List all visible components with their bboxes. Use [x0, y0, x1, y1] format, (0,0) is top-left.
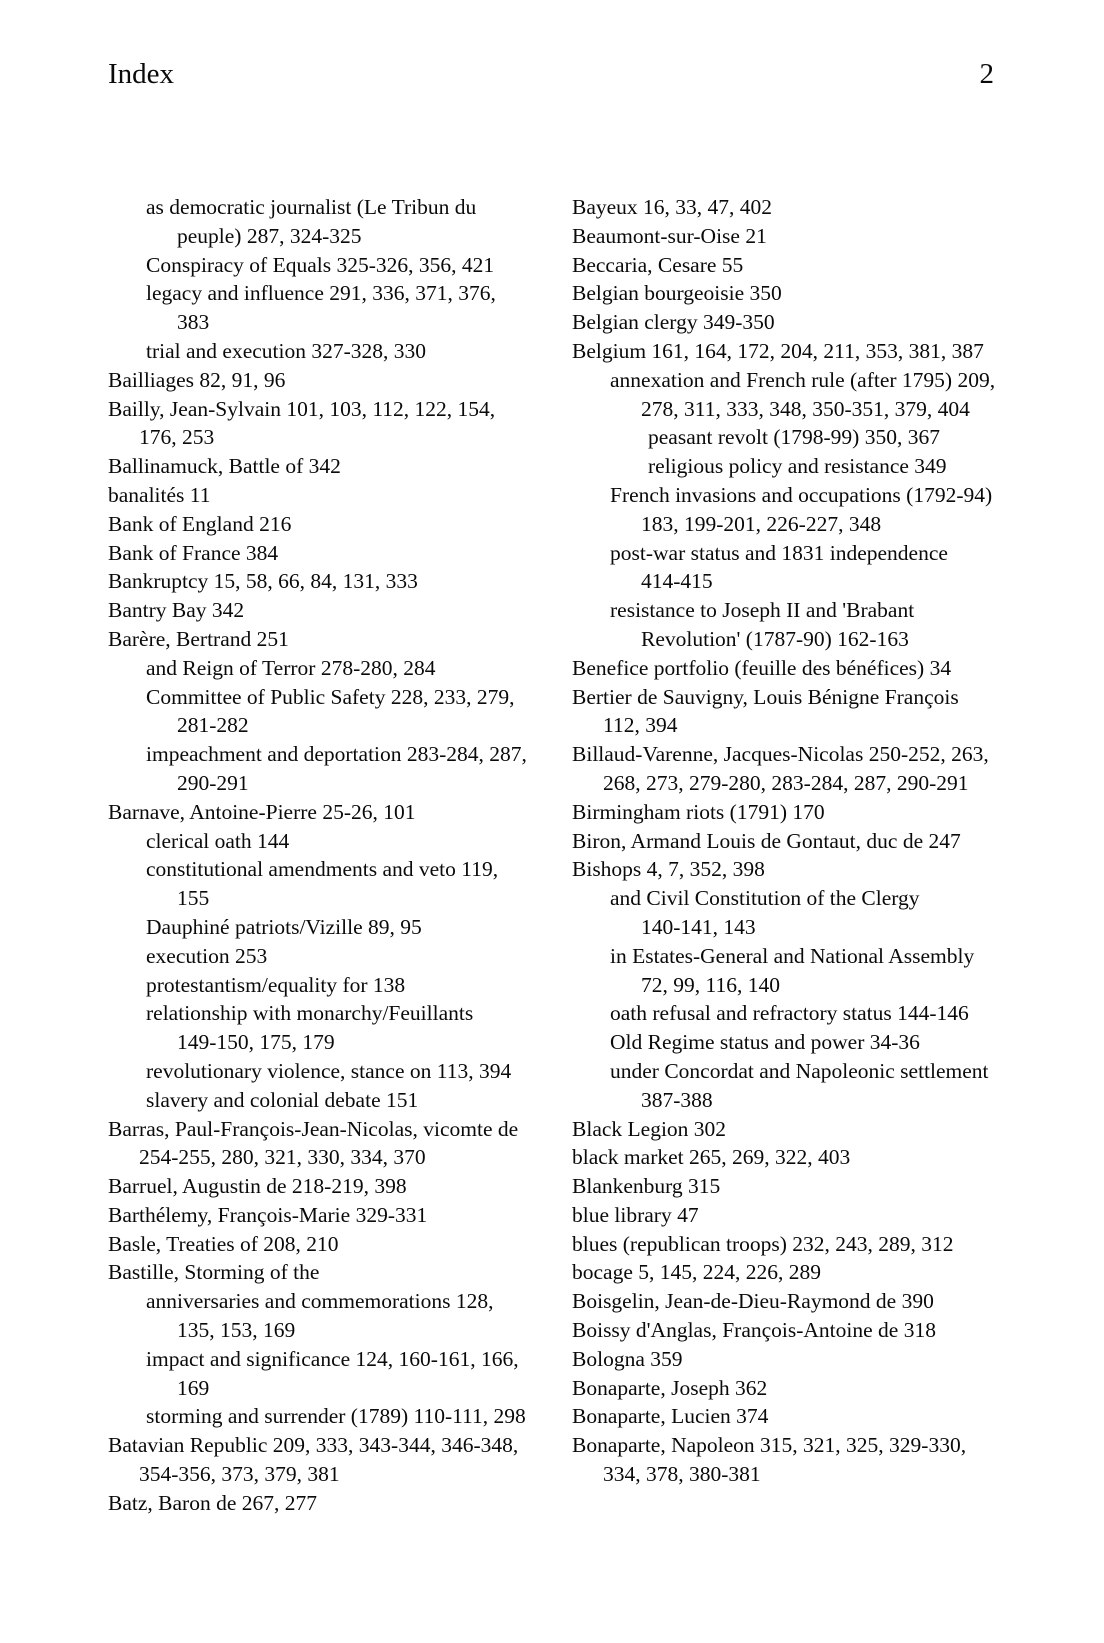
index-entry-line: Bankruptcy 15, 58, 66, 84, 131, 333 — [108, 569, 418, 594]
index-entry — [572, 1230, 1004, 1259]
index-entry — [610, 1028, 1004, 1057]
index-entry-line: Batavian Republic 209, 333, 343-344, 346-348, — [108, 1433, 519, 1458]
index-entry — [146, 279, 533, 337]
index-entry — [108, 1172, 533, 1201]
index-entry — [572, 1316, 1004, 1345]
index-entry-line-continuation: 414-415 — [641, 569, 713, 594]
index-entry — [108, 567, 533, 596]
index-entry — [572, 1287, 1004, 1316]
index-entry-line: constitutional amendments and veto 119, — [146, 857, 499, 882]
index-entry-line: Beaumont-sur-Oise 21 — [572, 223, 767, 248]
index-entry-line: under Concordat and Napoleonic settlement — [610, 1058, 989, 1083]
index-entry-line: anniversaries and commemorations 128, — [146, 1289, 494, 1314]
index-entry-line-continuation: 135, 153, 169 — [177, 1318, 296, 1343]
index-entry — [610, 596, 1004, 654]
index-entry — [610, 884, 1004, 942]
index-entry-line: Bank of England 216 — [108, 511, 292, 536]
index-entry-line-continuation: peuple) 287, 324-325 — [177, 223, 362, 248]
index-entry-line: trial and execution 327-328, 330 — [146, 338, 427, 363]
index-entry — [572, 798, 1004, 827]
index-entry — [610, 999, 1004, 1028]
index-entry-line-continuation: 254-255, 280, 321, 330, 334, 370 — [139, 1145, 426, 1170]
index-entry-line: Committee of Public Safety 228, 233, 279, — [146, 684, 515, 709]
index-entry — [108, 1201, 533, 1230]
index-entry — [572, 1258, 1004, 1287]
index-entry — [572, 1115, 1004, 1144]
index-entry — [108, 596, 533, 625]
index-entry-line-continuation: 140-141, 143 — [641, 914, 756, 939]
index-entry-line: and Reign of Terror 278-280, 284 — [146, 655, 436, 680]
index-entry — [572, 1143, 1004, 1172]
index-entry-line: banalités 11 — [108, 482, 211, 507]
index-entry — [108, 1431, 533, 1489]
index-entry — [146, 1345, 533, 1403]
index-entry — [146, 740, 533, 798]
index-entry — [572, 251, 1004, 280]
index-entry — [572, 1172, 1004, 1201]
index-entry-line-continuation: 268, 273, 279-280, 283-284, 287, 290-291 — [603, 770, 969, 795]
index-entry — [572, 1402, 1004, 1431]
index-entry-line: clerical oath 144 — [146, 828, 290, 853]
index-entry — [146, 827, 533, 856]
index-entry-line-continuation: 169 — [177, 1375, 210, 1400]
index-entry-line: blues (republican troops) 232, 243, 289, 312 — [572, 1231, 954, 1256]
index-entry-line: Bonaparte, Napoleon 315, 321, 325, 329-330, — [572, 1433, 967, 1458]
index-entry-line: revolutionary violence, stance on 113, 394 — [146, 1058, 512, 1083]
page-number: 2 — [979, 58, 994, 90]
index-entry — [108, 481, 533, 510]
index-entry-line: Biron, Armand Louis de Gontaut, duc de 247 — [572, 828, 961, 853]
index-entry-line: blue library 47 — [572, 1202, 699, 1227]
index-entry-line: bocage 5, 145, 224, 226, 289 — [572, 1260, 822, 1285]
index-entry — [146, 913, 533, 942]
index-entry — [572, 222, 1004, 251]
index-entry-line: Bantry Bay 342 — [108, 598, 245, 623]
index-entry — [572, 855, 1004, 884]
index-entry-line-continuation: 354-356, 373, 379, 381 — [139, 1462, 340, 1487]
index-entry — [648, 423, 1004, 452]
index-entry-line: Black Legion 302 — [572, 1116, 727, 1141]
index-entry — [108, 395, 533, 453]
index-entry-line-continuation: 383 — [177, 310, 210, 335]
index-entry-line: Boissy d'Anglas, François-Antoine de 318 — [572, 1318, 936, 1343]
index-entry-line: black market 265, 269, 322, 403 — [572, 1145, 851, 1170]
index-entry-line: protestantism/equality for 138 — [146, 972, 406, 997]
index-entry-line: slavery and colonial debate 151 — [146, 1087, 419, 1112]
index-entry-line: Barruel, Augustin de 218-219, 398 — [108, 1174, 407, 1199]
index-entry — [572, 337, 1004, 366]
index-entry — [108, 1230, 533, 1259]
index-entry — [146, 337, 533, 366]
index-entry — [146, 1086, 533, 1115]
index-entry — [572, 1431, 1004, 1489]
index-columns — [0, 193, 1104, 1518]
index-entry-line: impact and significance 124, 160-161, 166, — [146, 1346, 519, 1371]
index-entry — [146, 942, 533, 971]
index-entry — [108, 625, 533, 654]
index-entry-line: Barnave, Antoine-Pierre 25-26, 101 — [108, 799, 416, 824]
index-entry-line-continuation: 112, 394 — [603, 713, 678, 738]
index-entry-line-continuation: 387-388 — [641, 1087, 713, 1112]
index-entry-line: and Civil Constitution of the Clergy — [610, 886, 920, 911]
index-entry — [146, 1402, 533, 1431]
index-entry-line: in Estates-General and National Assembly — [610, 943, 975, 968]
index-entry-line: Barère, Bertrand 251 — [108, 626, 289, 651]
index-entry — [572, 683, 1004, 741]
index-entry-line: Bishops 4, 7, 352, 398 — [572, 857, 765, 882]
index-entry-line: Barthélemy, François-Marie 329-331 — [108, 1202, 428, 1227]
index-entry — [108, 510, 533, 539]
index-entry-line: religious policy and resistance 349 — [648, 454, 947, 479]
index-entry — [572, 740, 1004, 798]
index-entry-line: annexation and French rule (after 1795) 209, — [610, 367, 996, 392]
index-entry-line: Bayeux 16, 33, 47, 402 — [572, 195, 773, 219]
index-entry — [572, 308, 1004, 337]
index-entry — [610, 481, 1004, 539]
index-entry-line: Boisgelin, Jean-de-Dieu-Raymond de 390 — [572, 1289, 934, 1314]
index-entry-line: as democratic journalist (Le Tribun du — [146, 195, 477, 219]
index-entry — [108, 452, 533, 481]
index-entry-line-continuation: 281-282 — [177, 713, 249, 738]
index-entry-line: legacy and influence 291, 336, 371, 376, — [146, 281, 496, 306]
index-entry-line: Belgian bourgeoisie 350 — [572, 281, 782, 306]
index-entry-line-continuation: 334, 378, 380-381 — [603, 1462, 761, 1487]
index-entry — [648, 452, 1004, 481]
index-entry-line-continuation: 149-150, 175, 179 — [177, 1030, 335, 1055]
index-entry-line: Bonaparte, Lucien 374 — [572, 1404, 769, 1429]
index-column-right — [572, 193, 1004, 1518]
index-entry — [146, 855, 533, 913]
index-entry-line: Bank of France 384 — [108, 540, 279, 565]
index-entry — [610, 539, 1004, 597]
index-entry-line: Benefice portfolio (feuille des bénéfices) 34 — [572, 655, 952, 680]
index-entry — [108, 1489, 533, 1518]
index-entry-line: post-war status and 1831 independence — [610, 540, 948, 565]
index-entry-line: Bastille, Storming of the — [108, 1260, 320, 1285]
index-entry — [572, 1201, 1004, 1230]
index-entry-line-continuation: 155 — [177, 886, 210, 911]
index-entry-line: storming and surrender (1789) 110-111, 298 — [146, 1404, 526, 1429]
index-entry — [146, 971, 533, 1000]
index-entry-line: Old Regime status and power 34-36 — [610, 1030, 920, 1055]
index-entry — [572, 827, 1004, 856]
index-entry-line-continuation: 183, 199-201, 226-227, 348 — [641, 511, 882, 536]
index-entry — [572, 1345, 1004, 1374]
index-entry-line-continuation: 290-291 — [177, 770, 249, 795]
index-entry — [108, 539, 533, 568]
index-entry-line-continuation: 278, 311, 333, 348, 350-351, 379, 404 — [641, 396, 970, 421]
index-entry-line: Bailly, Jean-Sylvain 101, 103, 112, 122, 154, — [108, 396, 496, 421]
index-entry-line: Bailliages 82, 91, 96 — [108, 367, 286, 392]
index-entry — [146, 1057, 533, 1086]
index-entry — [572, 279, 1004, 308]
page-header — [0, 0, 1104, 94]
index-entry — [146, 999, 533, 1057]
index-entry — [572, 193, 1004, 222]
index-entry — [108, 366, 533, 395]
index-entry — [108, 1115, 533, 1173]
index-entry-line: Belgium 161, 164, 172, 204, 211, 353, 381, 387 — [572, 338, 984, 363]
index-entry-line: Billaud-Varenne, Jacques-Nicolas 250-252, 263, — [572, 742, 989, 767]
index-entry-line: Ballinamuck, Battle of 342 — [108, 454, 341, 479]
index-entry-line-continuation: Revolution' (1787-90) 162-163 — [641, 626, 909, 651]
index-entry-line: Bonaparte, Joseph 362 — [572, 1375, 768, 1400]
index-entry-line: Barras, Paul-François-Jean-Nicolas, vicomte de — [108, 1116, 519, 1141]
index-entry — [610, 1057, 1004, 1115]
index-entry — [146, 251, 533, 280]
index-column-left — [108, 193, 533, 1518]
index-entry-line: Beccaria, Cesare 55 — [572, 252, 744, 277]
index-entry — [572, 654, 1004, 683]
index-entry-line: Batz, Baron de 267, 277 — [108, 1490, 317, 1515]
index-entry-line: resistance to Joseph II and 'Brabant — [610, 598, 915, 623]
index-entry — [610, 366, 1004, 424]
index-entry-line: Dauphiné patriots/Vizille 89, 95 — [146, 914, 422, 939]
index-entry — [610, 942, 1004, 1000]
index-entry-line: Blankenburg 315 — [572, 1174, 721, 1199]
index-entry — [108, 1258, 533, 1287]
index-entry-line: peasant revolt (1798-99) 350, 367 — [648, 425, 940, 450]
index-entry-line: Conspiracy of Equals 325-326, 356, 421 — [146, 252, 495, 277]
index-entry-line: Basle, Treaties of 208, 210 — [108, 1231, 339, 1256]
index-entry — [108, 798, 533, 827]
index-entry-line: French invasions and occupations (1792-94) — [610, 482, 993, 507]
index-entry-line: relationship with monarchy/Feuillants — [146, 1001, 474, 1026]
index-entry-line: Birmingham riots (1791) 170 — [572, 799, 825, 824]
index-entry — [572, 1374, 1004, 1403]
index-entry — [146, 1287, 533, 1345]
index-entry-line: Belgian clergy 349-350 — [572, 310, 775, 335]
index-entry — [146, 654, 533, 683]
index-entry-line: Bertier de Sauvigny, Louis Bénigne François — [572, 684, 959, 709]
index-entry — [146, 683, 533, 741]
index-entry — [146, 193, 533, 251]
index-entry-line-continuation: 176, 253 — [139, 425, 215, 450]
index-entry-line: oath refusal and refractory status 144-146 — [610, 1001, 969, 1026]
index-entry-line: impeachment and deportation 283-284, 287, — [146, 742, 527, 767]
index-entry-line: execution 253 — [146, 943, 268, 968]
page-title: Index — [108, 58, 175, 90]
index-entry-line: Bologna 359 — [572, 1346, 683, 1371]
index-entry-line-continuation: 72, 99, 116, 140 — [641, 972, 780, 997]
